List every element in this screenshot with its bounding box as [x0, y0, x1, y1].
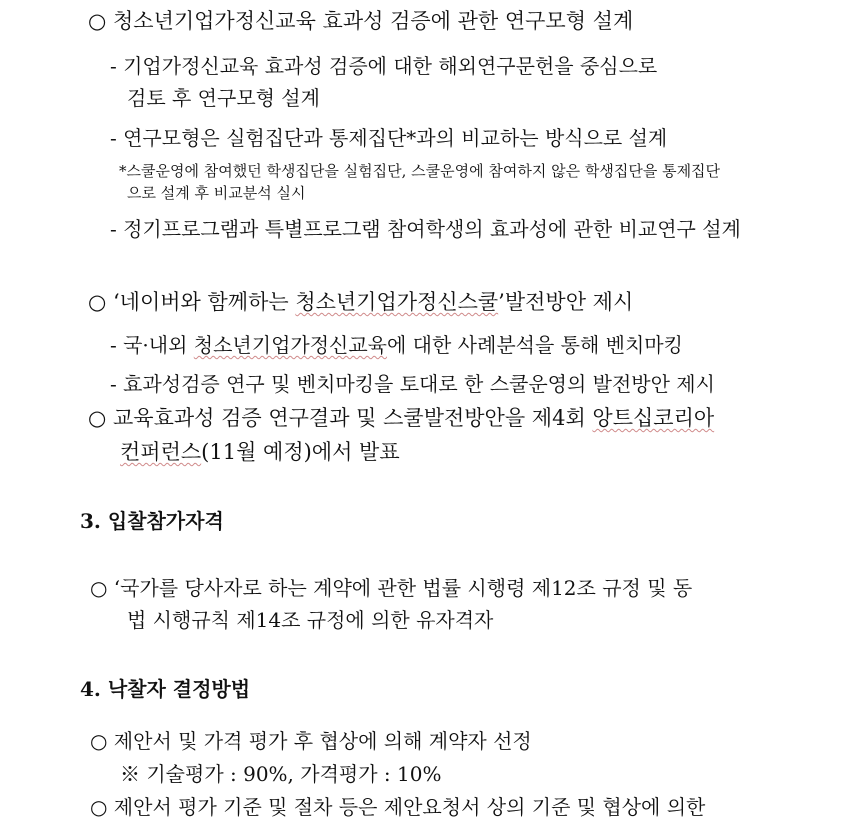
- development-proposal-item: - 효과성검증 연구 및 벤치마킹을 토대로 한 스쿨운영의 발전방안 제시: [110, 372, 715, 396]
- experimental-design-item: - 연구모형은 실험집단과 통제집단*과의 비교하는 방식으로 설계: [110, 126, 668, 150]
- school-name-link: 청소년기업가정신스쿨: [295, 290, 499, 314]
- bullet-text: ○ ‘네이버와 함께하는: [88, 290, 296, 314]
- presentation-continuation: [120, 442, 400, 463]
- footnote-line: *스쿨운영에 참여했던 학생집단을 실험집단, 스쿨운영에 참여하지 않은 학생집단을 통제집단: [119, 162, 721, 180]
- presentation-text: ○ 교육효과성 검증 연구결과 및 스쿨발전방안을 제4회: [88, 406, 593, 430]
- eligibility-heading: 3. 입찰참가자격: [80, 509, 224, 533]
- bullet-text-end: ’발전방안 제시: [498, 290, 634, 314]
- benchmarking-text: - 국·내외: [110, 333, 194, 357]
- comparison-study-item: - 정기프로그램과 특별프로그램 참여학생의 효과성에 관한 비교연구 설계: [110, 217, 741, 241]
- benchmarking-item: [110, 335, 683, 355]
- evaluation-criteria-bullet: ○ 제안서 평가 기준 및 절차 등은 제안요청서 상의 기준 및 협상에 의한: [90, 795, 706, 819]
- conference-name-link: 앙트십코리아: [592, 406, 715, 430]
- development-plan-bullet: [88, 292, 633, 313]
- literature-review-item: - 기업가정신교육 효과성 검증에 대한 해외연구문헌을 중심으로: [110, 54, 658, 78]
- education-name-link: 청소년기업가정신교육: [193, 333, 387, 357]
- literature-review-continuation: 검토 후 연구모형 설계: [127, 86, 320, 110]
- eligibility-bullet: ○ ‘국가를 당사자로 하는 계약에 관한 법률 시행령 제12조 규정 및 동: [90, 576, 693, 600]
- research-model-bullet: ○ 청소년기업가정신교육 효과성 검증에 관한 연구모형 설계: [88, 9, 634, 33]
- negotiation-bullet: ○ 제안서 및 가격 평가 후 협상에 의해 계약자 선정: [90, 729, 532, 753]
- benchmarking-text-end: 에 대한 사례분석을 통해 벤치마킹: [387, 333, 683, 357]
- evaluation-weights-note: ※ 기술평가 : 90%, 가격평가 : 10%: [120, 762, 442, 786]
- eligibility-continuation: 법 시행규칙 제14조 규정에 의한 유자격자: [127, 608, 494, 632]
- presentation-bullet: [88, 408, 714, 429]
- award-method-heading: 4. 낙찰자 결정방법: [80, 677, 251, 701]
- conference-word-link: 컨퍼런스: [120, 440, 202, 464]
- presentation-date-text: (11월 예정)에서 발표: [201, 440, 400, 464]
- footnote-continuation: 으로 설계 후 비교분석 실시: [127, 184, 306, 202]
